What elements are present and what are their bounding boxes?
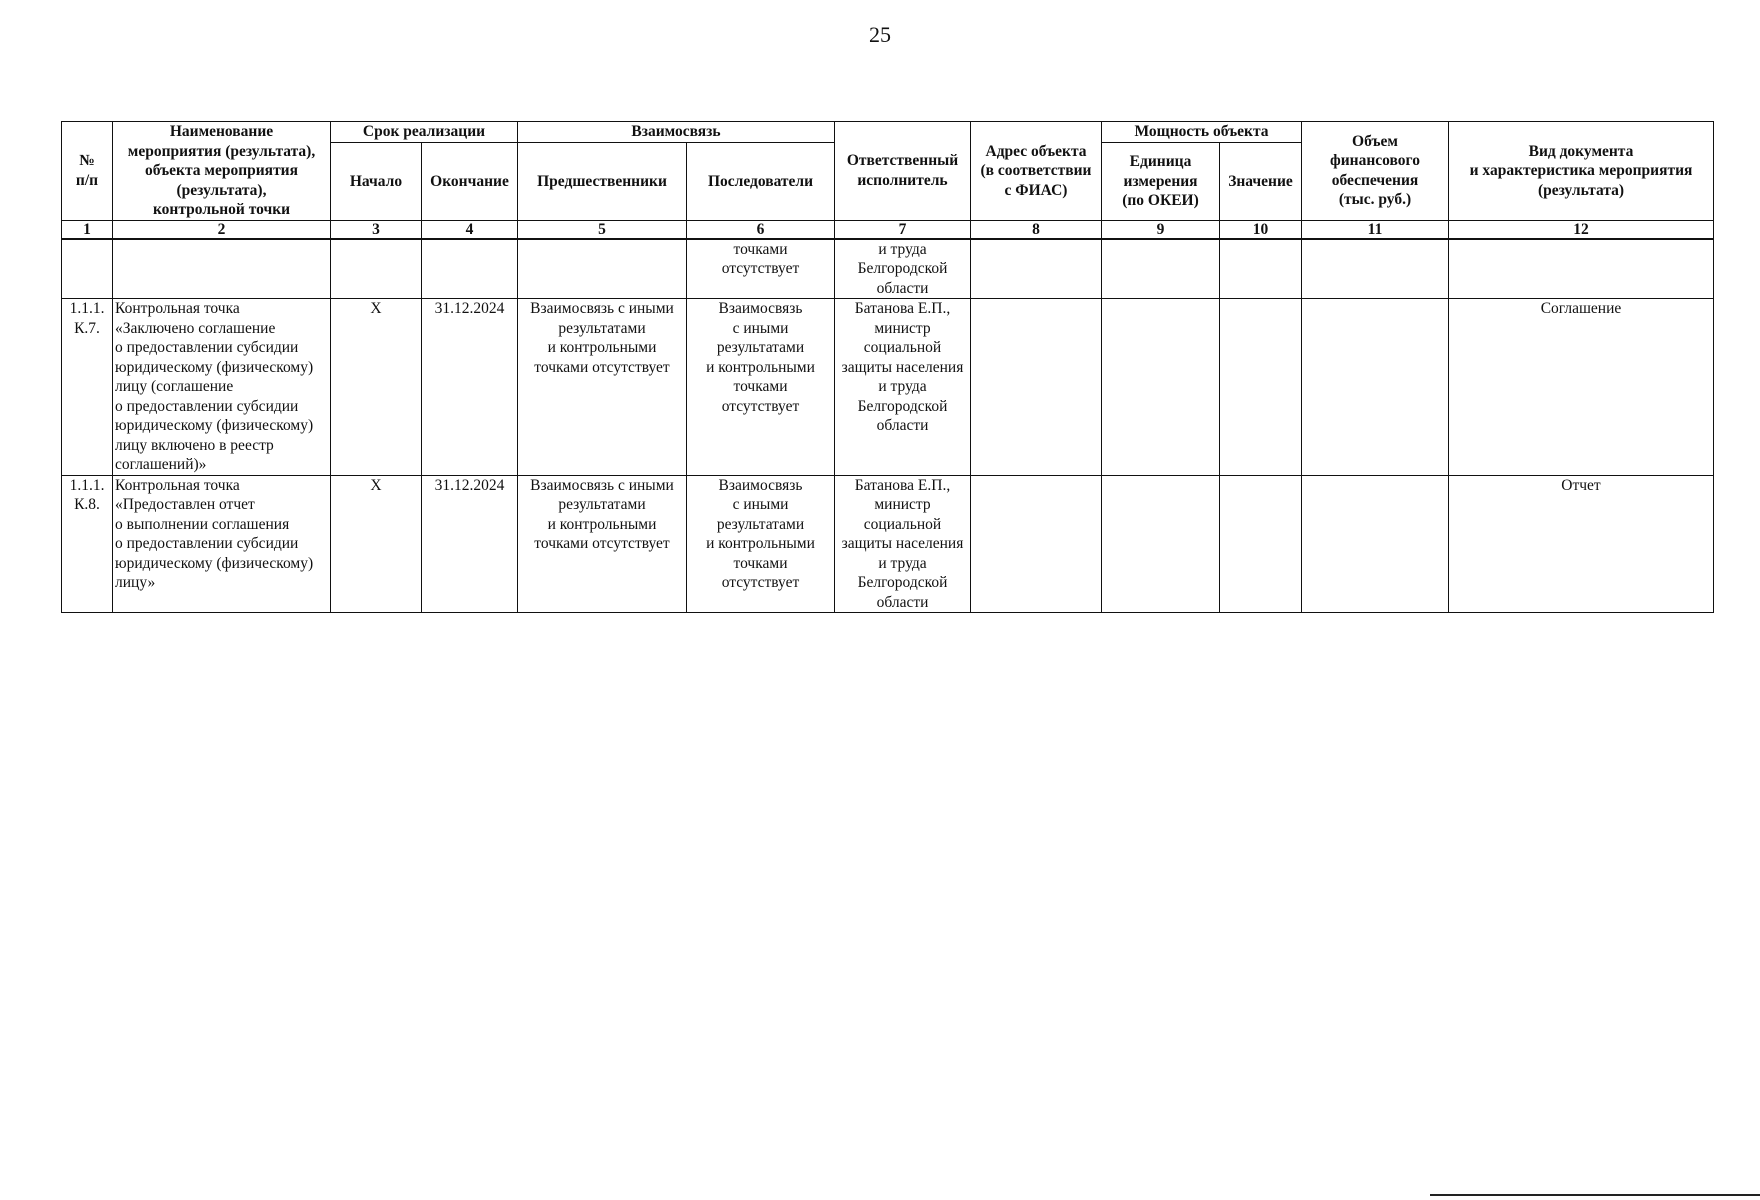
table-header xyxy=(62,122,1714,239)
row-address xyxy=(971,475,1102,613)
row-name xyxy=(113,239,331,299)
row-value xyxy=(1220,239,1302,299)
row-value xyxy=(1220,475,1302,613)
row-responsible: Батанова Е.П., министр социальной защиты населения и труда Белгородской области xyxy=(835,475,971,613)
row-name: Контрольная точка «Предоставлен отчет о выполнении соглашения о предоставлении субсидии юридическому (физическому) лицу» xyxy=(113,475,331,613)
header-term-group: Срок реализации xyxy=(331,122,518,143)
row-address xyxy=(971,299,1102,476)
row-start: X xyxy=(331,475,422,613)
column-number: 10 xyxy=(1220,220,1302,239)
column-number: 12 xyxy=(1449,220,1714,239)
row-predecessors: Взаимосвязь с иными результатами и контрольными точками отсутствует xyxy=(518,475,687,613)
row-number: 1.1.1. К.8. xyxy=(62,475,113,613)
column-number: 11 xyxy=(1302,220,1449,239)
header-value: Значение xyxy=(1220,143,1302,220)
column-number-row xyxy=(62,220,1714,239)
column-number: 5 xyxy=(518,220,687,239)
page-number: 25 xyxy=(869,22,891,47)
column-number: 2 xyxy=(113,220,331,239)
row-end: 31.12.2024 xyxy=(422,475,518,613)
row-number: 1.1.1. К.7. xyxy=(62,299,113,476)
row-address xyxy=(971,239,1102,299)
header-address: Адрес объекта (в соответствии с ФИАС) xyxy=(971,122,1102,221)
row-finance xyxy=(1302,475,1449,613)
row-end xyxy=(422,239,518,299)
header-unit: Единица измерения (по ОКЕИ) xyxy=(1102,143,1220,220)
column-number: 8 xyxy=(971,220,1102,239)
row-successors: Взаимосвязь с иными результатами и контрольными точками отсутствует xyxy=(687,475,835,613)
column-number: 6 xyxy=(687,220,835,239)
row-unit xyxy=(1102,475,1220,613)
row-successors: точками отсутствует xyxy=(687,239,835,299)
column-number: 7 xyxy=(835,220,971,239)
column-number: 1 xyxy=(62,220,113,239)
table-row xyxy=(62,475,1714,613)
column-number: 9 xyxy=(1102,220,1220,239)
row-responsible: и труда Белгородской области xyxy=(835,239,971,299)
header-end: Окончание xyxy=(422,143,518,220)
table-row xyxy=(62,299,1714,476)
column-number: 4 xyxy=(422,220,518,239)
header-row-1 xyxy=(62,122,1714,143)
header-link-group: Взаимосвязь xyxy=(518,122,835,143)
plan-table xyxy=(61,121,1714,613)
header-successors: Последователи xyxy=(687,143,835,220)
header-start: Начало xyxy=(331,143,422,220)
header-predecessors: Предшественники xyxy=(518,143,687,220)
header-number: № п/п xyxy=(62,122,113,221)
row-document xyxy=(1449,239,1714,299)
row-start xyxy=(331,239,422,299)
row-predecessors xyxy=(518,239,687,299)
row-name: Контрольная точка «Заключено соглашение о предоставлении субсидии юридическому (физическому) лицу (соглашение о предоставлении субсидии юридическому (физическому) лицу включено в реестр соглашений)» xyxy=(113,299,331,476)
column-number: 3 xyxy=(331,220,422,239)
row-predecessors: Взаимосвязь с иными результатами и контрольными точками отсутствует xyxy=(518,299,687,476)
row-document: Отчет xyxy=(1449,475,1714,613)
row-number xyxy=(62,239,113,299)
row-unit xyxy=(1102,239,1220,299)
header-responsible: Ответственный исполнитель xyxy=(835,122,971,221)
row-document: Соглашение xyxy=(1449,299,1714,476)
header-document: Вид документа и характеристика мероприятия (результата) xyxy=(1449,122,1714,221)
row-end: 31.12.2024 xyxy=(422,299,518,476)
row-start: X xyxy=(331,299,422,476)
row-value xyxy=(1220,299,1302,476)
row-successors: Взаимосвязь с иными результатами и контрольными точками отсутствует xyxy=(687,299,835,476)
scan-edge-line xyxy=(1430,1194,1760,1196)
row-unit xyxy=(1102,299,1220,476)
row-responsible: Батанова Е.П., министр социальной защиты населения и труда Белгородской области xyxy=(835,299,971,476)
row-finance xyxy=(1302,299,1449,476)
row-finance xyxy=(1302,239,1449,299)
header-finance: Объем финансового обеспечения (тыс. руб.) xyxy=(1302,122,1449,221)
table-row xyxy=(62,239,1714,299)
header-capacity-group: Мощность объекта xyxy=(1102,122,1302,143)
header-name: Наименование мероприятия (результата), объекта мероприятия (результата), контрольной точки xyxy=(113,122,331,221)
